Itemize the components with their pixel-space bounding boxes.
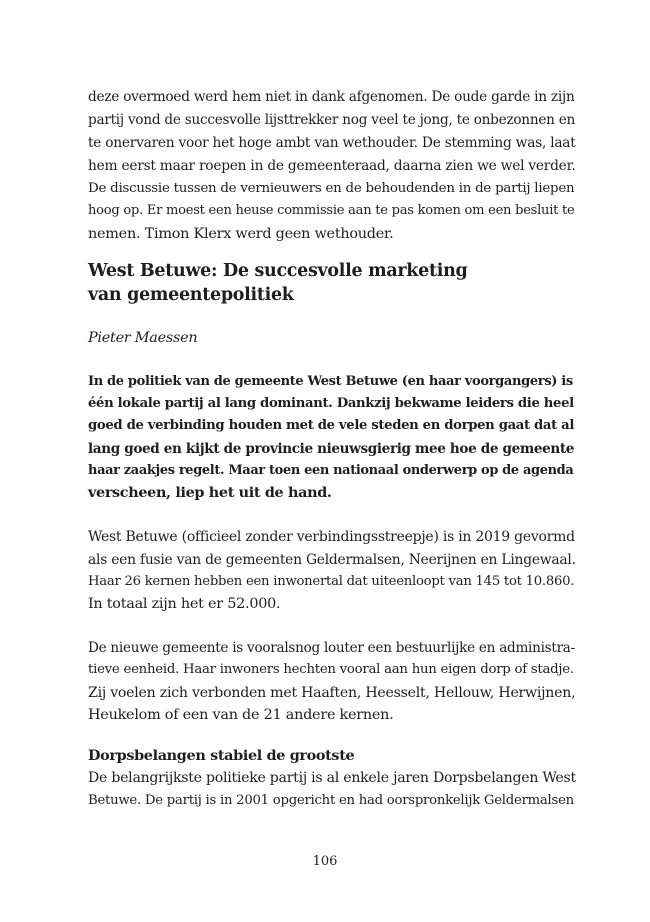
title-line: West Betuwe: De succesvolle marketing (88, 261, 468, 281)
text-line: De discussie tussen de vernieuwers en de behoudenden in de partij liepen (88, 181, 575, 196)
text-line: goed de verbinding houden met de vele steden en dorpen gaat dat al (88, 418, 575, 433)
text-line: partij vond de succesvolle lijsttrekker nog veel te jong, te onbezonnen en (88, 112, 576, 128)
text-line: haar zaakjes regelt. Maar toen een nationaal onderwerp op de agenda (88, 463, 574, 478)
text-line: Haar 26 kernen hebben een inwonertal dat uiteenloopt van 145 tot 10.860. (88, 574, 575, 589)
text-line: De belangrijkste politieke partij is al enkele jaren Dorpsbelangen West (88, 770, 576, 786)
text-line: verscheen, liep het uit de hand. (88, 484, 332, 501)
text-line: Zij voelen zich verbonden met Haaften, Heesselt, Hellouw, Herwijnen, (88, 685, 576, 701)
title-line: van gemeentepolitiek (88, 285, 294, 305)
text-line: In de politiek van de gemeente West Betuwe (en haar voorgangers) is (88, 374, 573, 389)
text-line: De nieuwe gemeente is vooralsnog louter een bestuurlijke en administra- (88, 640, 575, 656)
text-line: In totaal zijn het er 52.000. (88, 596, 281, 612)
text-line: te onervaren voor het hoge ambt van wethouder. De stemming was, laat (88, 135, 576, 151)
text-line: nemen. Timon Klerx werd geen wethouder. (88, 226, 394, 242)
text-line: als een fusie van de gemeenten Geldermalsen, Neerijnen en Lingewaal. (88, 552, 576, 568)
text-line: hem eerst maar roepen in de gemeenteraad, daarna zien we wel verder. (88, 158, 576, 174)
text-line: lang goed en kijkt de provincie nieuwsgierig mee hoe de gemeente (88, 441, 575, 457)
text-line: Heukelom of een van de 21 andere kernen. (88, 707, 394, 723)
text-line: tieve eenheid. Haar inwoners hechten vooral aan hun eigen dorp of stadje. (88, 662, 574, 677)
text-line: West Betuwe (officieel zonder verbindingsstreepje) is in 2019 gevormd (88, 529, 575, 545)
text-line: Betuwe. De partij is in 2001 opgericht en had oorspronkelijk Geldermalsen (88, 793, 574, 808)
page-number: 106 (312, 854, 338, 869)
text-line: deze overmoed werd hem niet in dank afgenomen. De oude garde in zijn (88, 89, 575, 105)
section-subheading: Dorpsbelangen stabiel de grootste (88, 747, 355, 764)
text-line: hoog op. Er moest een heuse commissie aan te pas komen om een besluit te (88, 203, 575, 218)
article-author: Pieter Maessen (88, 330, 198, 346)
text-line: één lokale partij al lang dominant. Dankzij bekwame leiders die heel (88, 396, 574, 411)
